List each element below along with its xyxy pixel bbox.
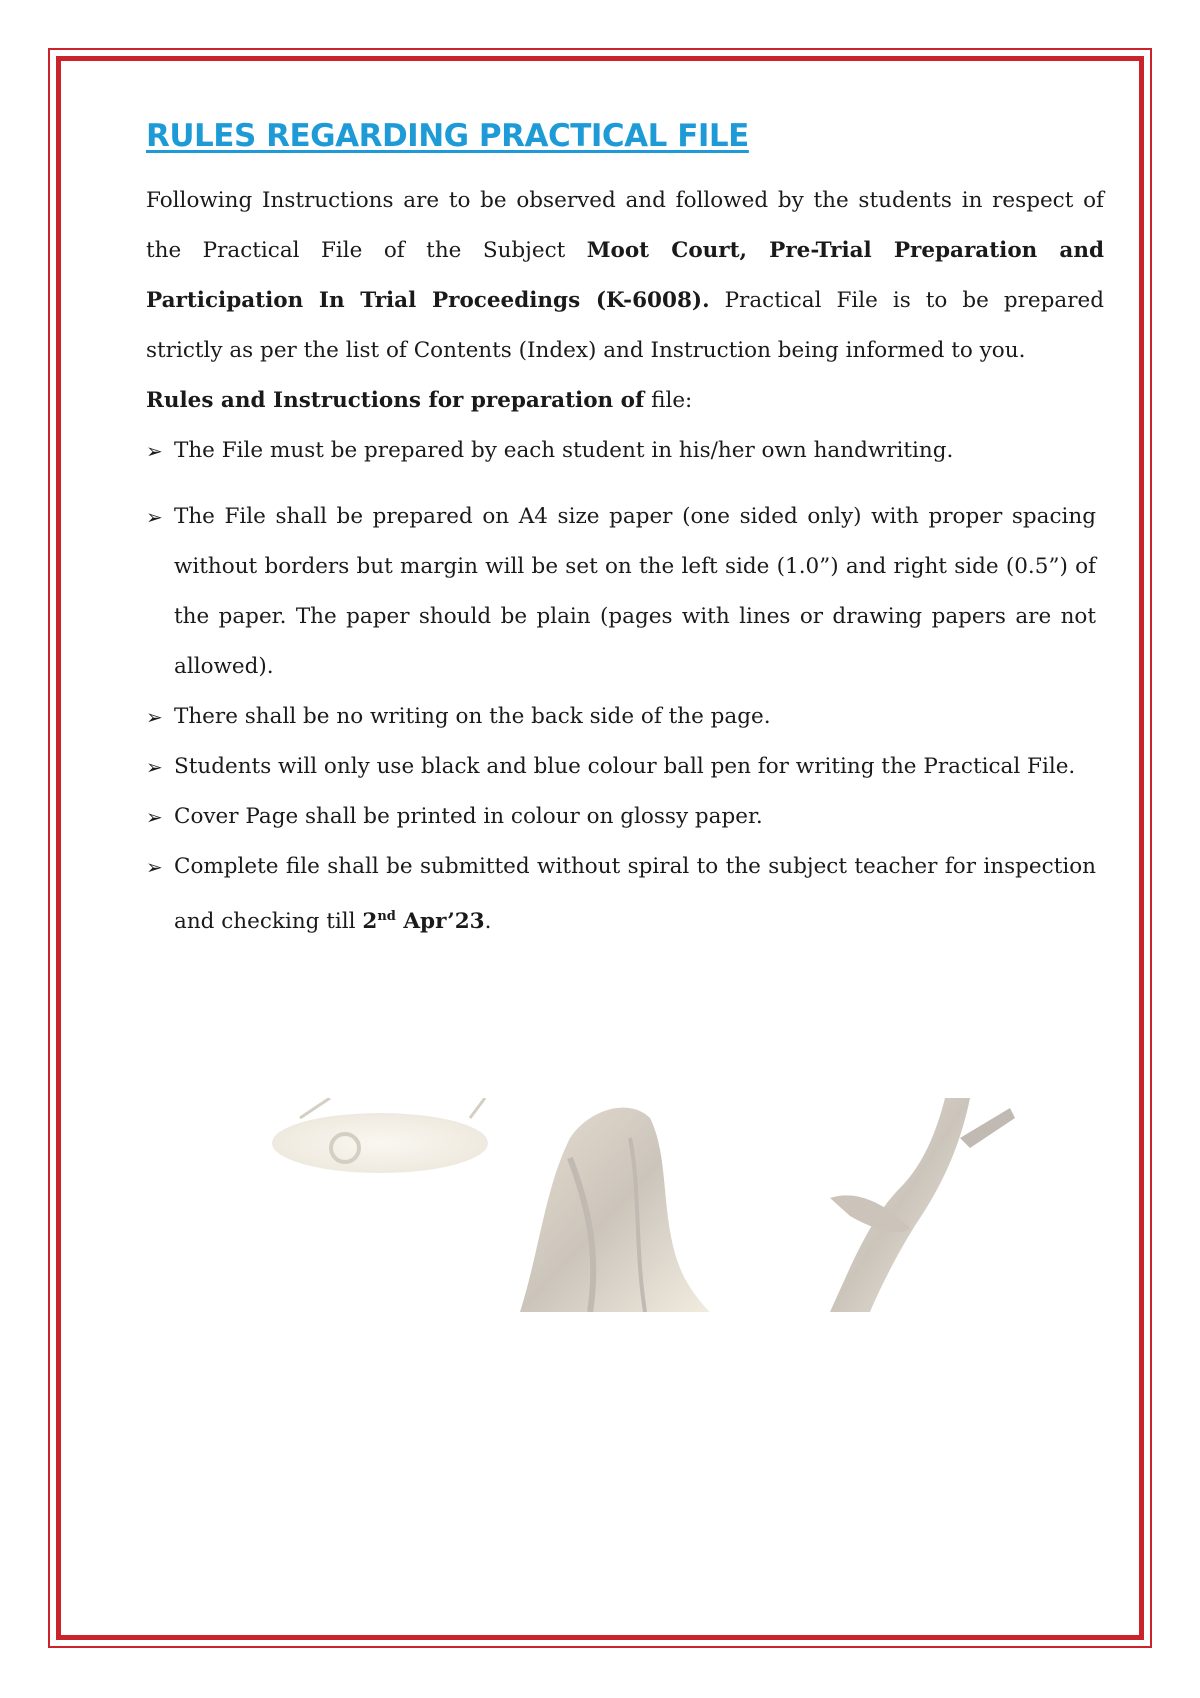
page-title: RULES REGARDING PRACTICAL FILE <box>146 118 749 154</box>
rule-item <box>146 426 1096 476</box>
rule-text: Students will only use black and blue colour ball pen for writing the Practical File. <box>174 754 1076 779</box>
rule-text: Complete file shall be submitted without spiral to the subject teacher for inspection and checking till <box>174 854 1096 935</box>
deadline-day-suffix: nd <box>377 909 396 924</box>
deadline-month-year: Apr’23 <box>395 909 485 935</box>
rule-item <box>146 842 1096 947</box>
scales-of-justice-watermark <box>270 1098 1070 1312</box>
rule-item <box>146 792 1096 842</box>
rules-heading-rest: file: <box>644 388 693 413</box>
intro-text-1: Following Instructions are to be observed and followed by the students in respect of the Practical File of the Subject <box>146 188 1104 263</box>
deadline-day: 2 <box>362 909 378 935</box>
rule-item <box>146 742 1096 792</box>
rule-text: The File must be prepared by each student in his/her own handwriting. <box>174 438 954 463</box>
rule-text: Cover Page shall be printed in colour on glossy paper. <box>174 804 763 829</box>
arrow-bullet-icon: ➢ <box>146 705 163 729</box>
rules-list <box>146 426 1104 947</box>
rule-item <box>146 492 1096 692</box>
rules-heading <box>146 376 1104 426</box>
document-body <box>146 118 1104 947</box>
rules-heading-bold: Rules and Instructions for preparation of <box>146 388 645 413</box>
subject-name: Moot Court, Pre-Trial Preparation and Participation In Trial Proceedings (K-6008). <box>146 238 1104 313</box>
arrow-bullet-icon: ➢ <box>146 755 163 779</box>
arrow-bullet-icon: ➢ <box>146 439 163 463</box>
rule-text: There shall be no writing on the back side of the page. <box>174 704 771 729</box>
arrow-bullet-icon: ➢ <box>146 505 163 529</box>
intro-text-2: Practical File is to be prepared strictly as per the list of Contents (Index) and Instruction being informed to you. <box>146 288 1104 363</box>
arrow-bullet-icon: ➢ <box>146 855 163 879</box>
arrow-bullet-icon: ➢ <box>146 805 163 829</box>
rule-end-punctuation: . <box>484 909 492 935</box>
rule-text: The File shall be prepared on A4 size paper (one sided only) with proper spacing without borders but margin will be set on the left side (1.0”) and right side (0.5”) of the paper. The paper should be plain (pages with lines or drawing papers are not allowed). <box>174 504 1096 679</box>
intro-paragraph <box>146 176 1104 376</box>
rule-item <box>146 692 1096 742</box>
deadline-date <box>362 909 484 934</box>
